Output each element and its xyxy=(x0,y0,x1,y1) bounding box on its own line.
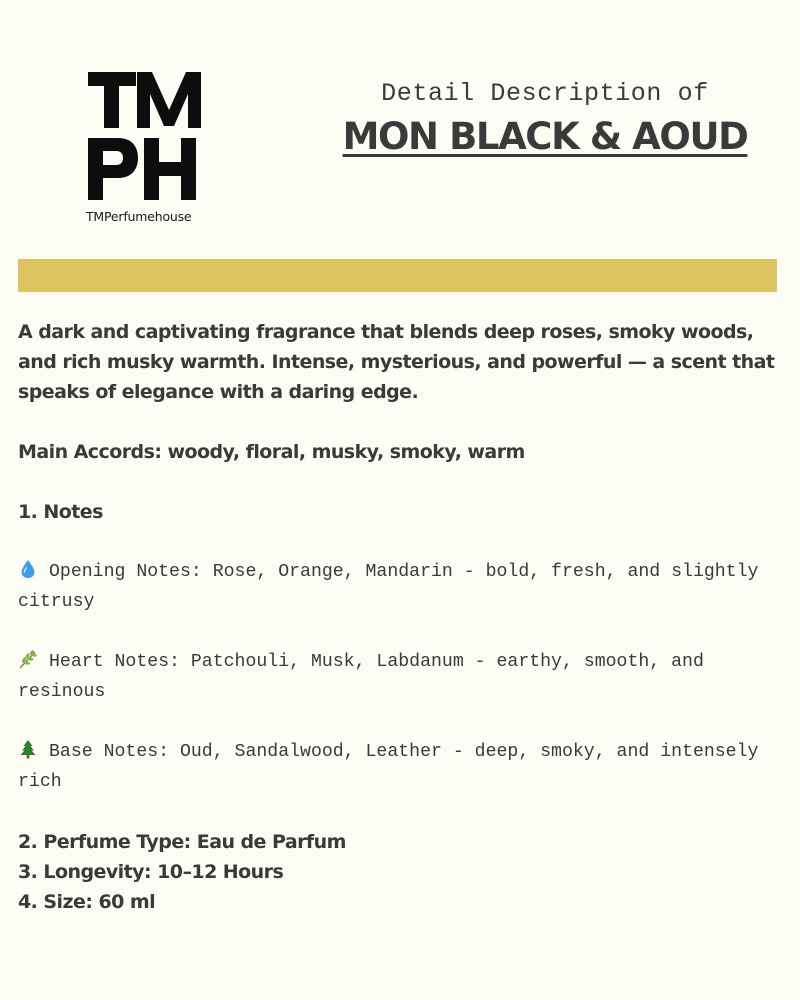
product-name: MON BLACK & AOUD xyxy=(342,115,748,158)
note-item-opening xyxy=(18,557,778,617)
logo-mark xyxy=(86,70,202,202)
longevity: 3. Longevity: 10–12 Hours xyxy=(18,861,284,883)
note-text: Heart Notes: Patchouli, Musk, Labdanum - earthy, smooth, and resinous xyxy=(18,652,704,702)
bottle-size: 4. Size: 60 ml xyxy=(18,891,156,913)
note-item-heart xyxy=(18,647,778,707)
droplet-icon xyxy=(18,559,38,579)
herb-icon xyxy=(18,649,38,669)
perfume-type: 2. Perfume Type: Eau de Parfum xyxy=(18,831,346,853)
note-text: Base Notes: Oud, Sandalwood, Leather - deep, smoky, and intensely rich xyxy=(18,742,759,792)
evergreen-tree-icon xyxy=(18,739,38,759)
accent-bar xyxy=(18,259,777,292)
note-item-base xyxy=(18,737,778,797)
product-details xyxy=(18,317,778,917)
notes-heading: 1. Notes xyxy=(18,501,103,523)
brand-logo xyxy=(86,70,206,230)
note-text: Opening Notes: Rose, Orange, Mandarin - bold, fresh, and slightly citrusy xyxy=(18,562,759,612)
main-accords: Main Accords: woody, floral, musky, smoky, warm xyxy=(18,441,525,463)
brand-caption: TMPerfumehouse xyxy=(86,209,192,224)
page-subtitle: Detail Description of xyxy=(381,79,709,108)
title-block xyxy=(330,78,760,160)
product-description: A dark and captivating fragrance that blends deep roses, smoky woods, and rich musky warmth. Intense, mysterious, and powerful — a scent that speaks of elegance with a daring edge. xyxy=(18,321,775,403)
